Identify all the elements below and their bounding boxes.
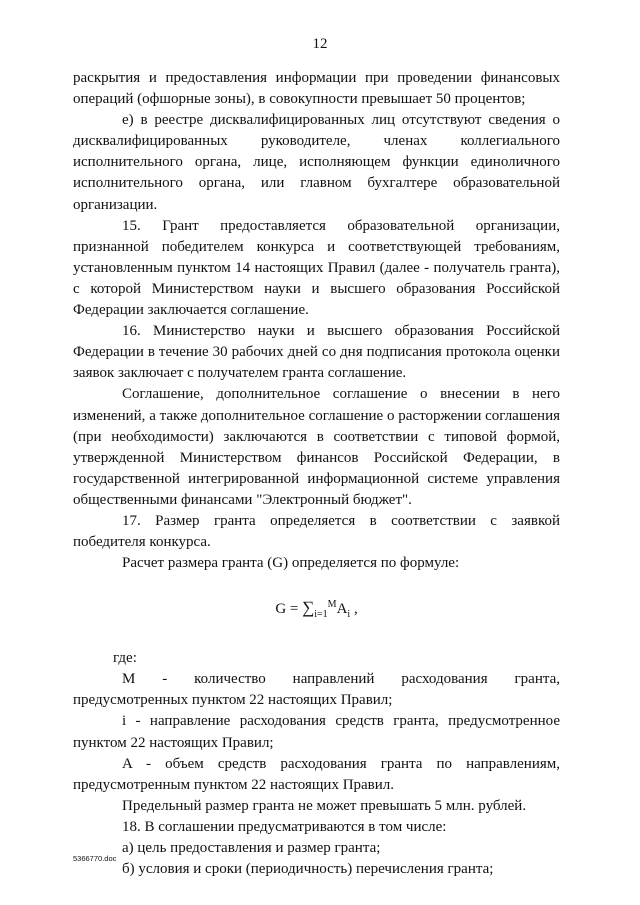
definition-i: i - направление расходования средств гранта, предусмотренное пунктом 22 настоящих Правил;: [73, 713, 560, 751]
formula-sum-symbol: ∑: [302, 598, 315, 618]
where-label: где:: [113, 650, 137, 667]
formula-tail: ,: [350, 601, 358, 618]
item-b: б) условия и сроки (периодичность) перечисления гранта;: [122, 861, 494, 878]
formula-term-index: i: [347, 609, 351, 621]
formula-lower-limit: i=1: [314, 609, 328, 621]
definition-a: A - объем средств расходования гранта по направлениям, предусмотренным пунктом 22 настоящих Правил.: [73, 755, 560, 793]
paragraph-18: 18. В соглашении предусматриваются в том числе:: [122, 818, 447, 835]
paragraph-agreement: Соглашение, дополнительное соглашение о внесении в него изменений, а также дополнительное соглашение о расторжении соглашения (при необходимости) заключаются в соответствии с типовой формой, утвержденной Министерством финансов Российской Федерации, в государственной интегрированной информационной системе управления общественными финансами "Электронный бюджет".: [73, 386, 560, 508]
formula-term: A: [336, 601, 348, 618]
definition-m: M - количество направлений расходования гранта, предусмотренных пунктом 22 настоящих Правил;: [73, 671, 560, 709]
formula-upper-limit: M: [327, 599, 337, 611]
paragraph-formula-intro: Расчет размера гранта (G) определяется по формуле:: [122, 555, 460, 572]
paragraph-17: 17. Размер гранта определяется в соответствии с заявкой победителя конкурса.: [73, 512, 560, 551]
grant-limit: Предельный размер гранта не может превышать 5 млн. рублей.: [122, 797, 527, 814]
file-name-footer: 5366770.doc: [73, 854, 117, 863]
item-a: а) цель предоставления и размер гранта;: [122, 840, 381, 856]
paragraph-continuation: раскрытия и предоставления информации при проведении финансовых операций (офшорные зоны), в совокупности превышает 50 процентов;: [73, 70, 560, 108]
page-number: 12: [312, 36, 328, 52]
paragraph-15: 15. Грант предоставляется образовательной организации, признанной победителем конкурса и соответствующей требованиям, установленным пунктом 14 настоящих Правил (далее - получатель гранта), с которой Министерством науки и высшего образования Российской Федерации заключается соглашение.: [73, 217, 560, 319]
document-body: [73, 68, 560, 880]
paragraph-item-e: е) в реестре дисквалифицированных лиц отсутствуют сведения о дисквалифицированных руководителе, членах коллегиального исполнительного органа, лице, исполняющем функции единоличного исполнительного органа, или главном бухгалтере образовательной организации.: [73, 112, 560, 213]
grant-formula: [73, 593, 560, 627]
formula-lhs: G =: [275, 601, 303, 618]
paragraph-16: 16. Министерство науки и высшего образования Российской Федерации в течение 30 рабочих дней со дня подписания протокола оценки заявок заключает с получателем гранта соглашение.: [73, 323, 560, 382]
